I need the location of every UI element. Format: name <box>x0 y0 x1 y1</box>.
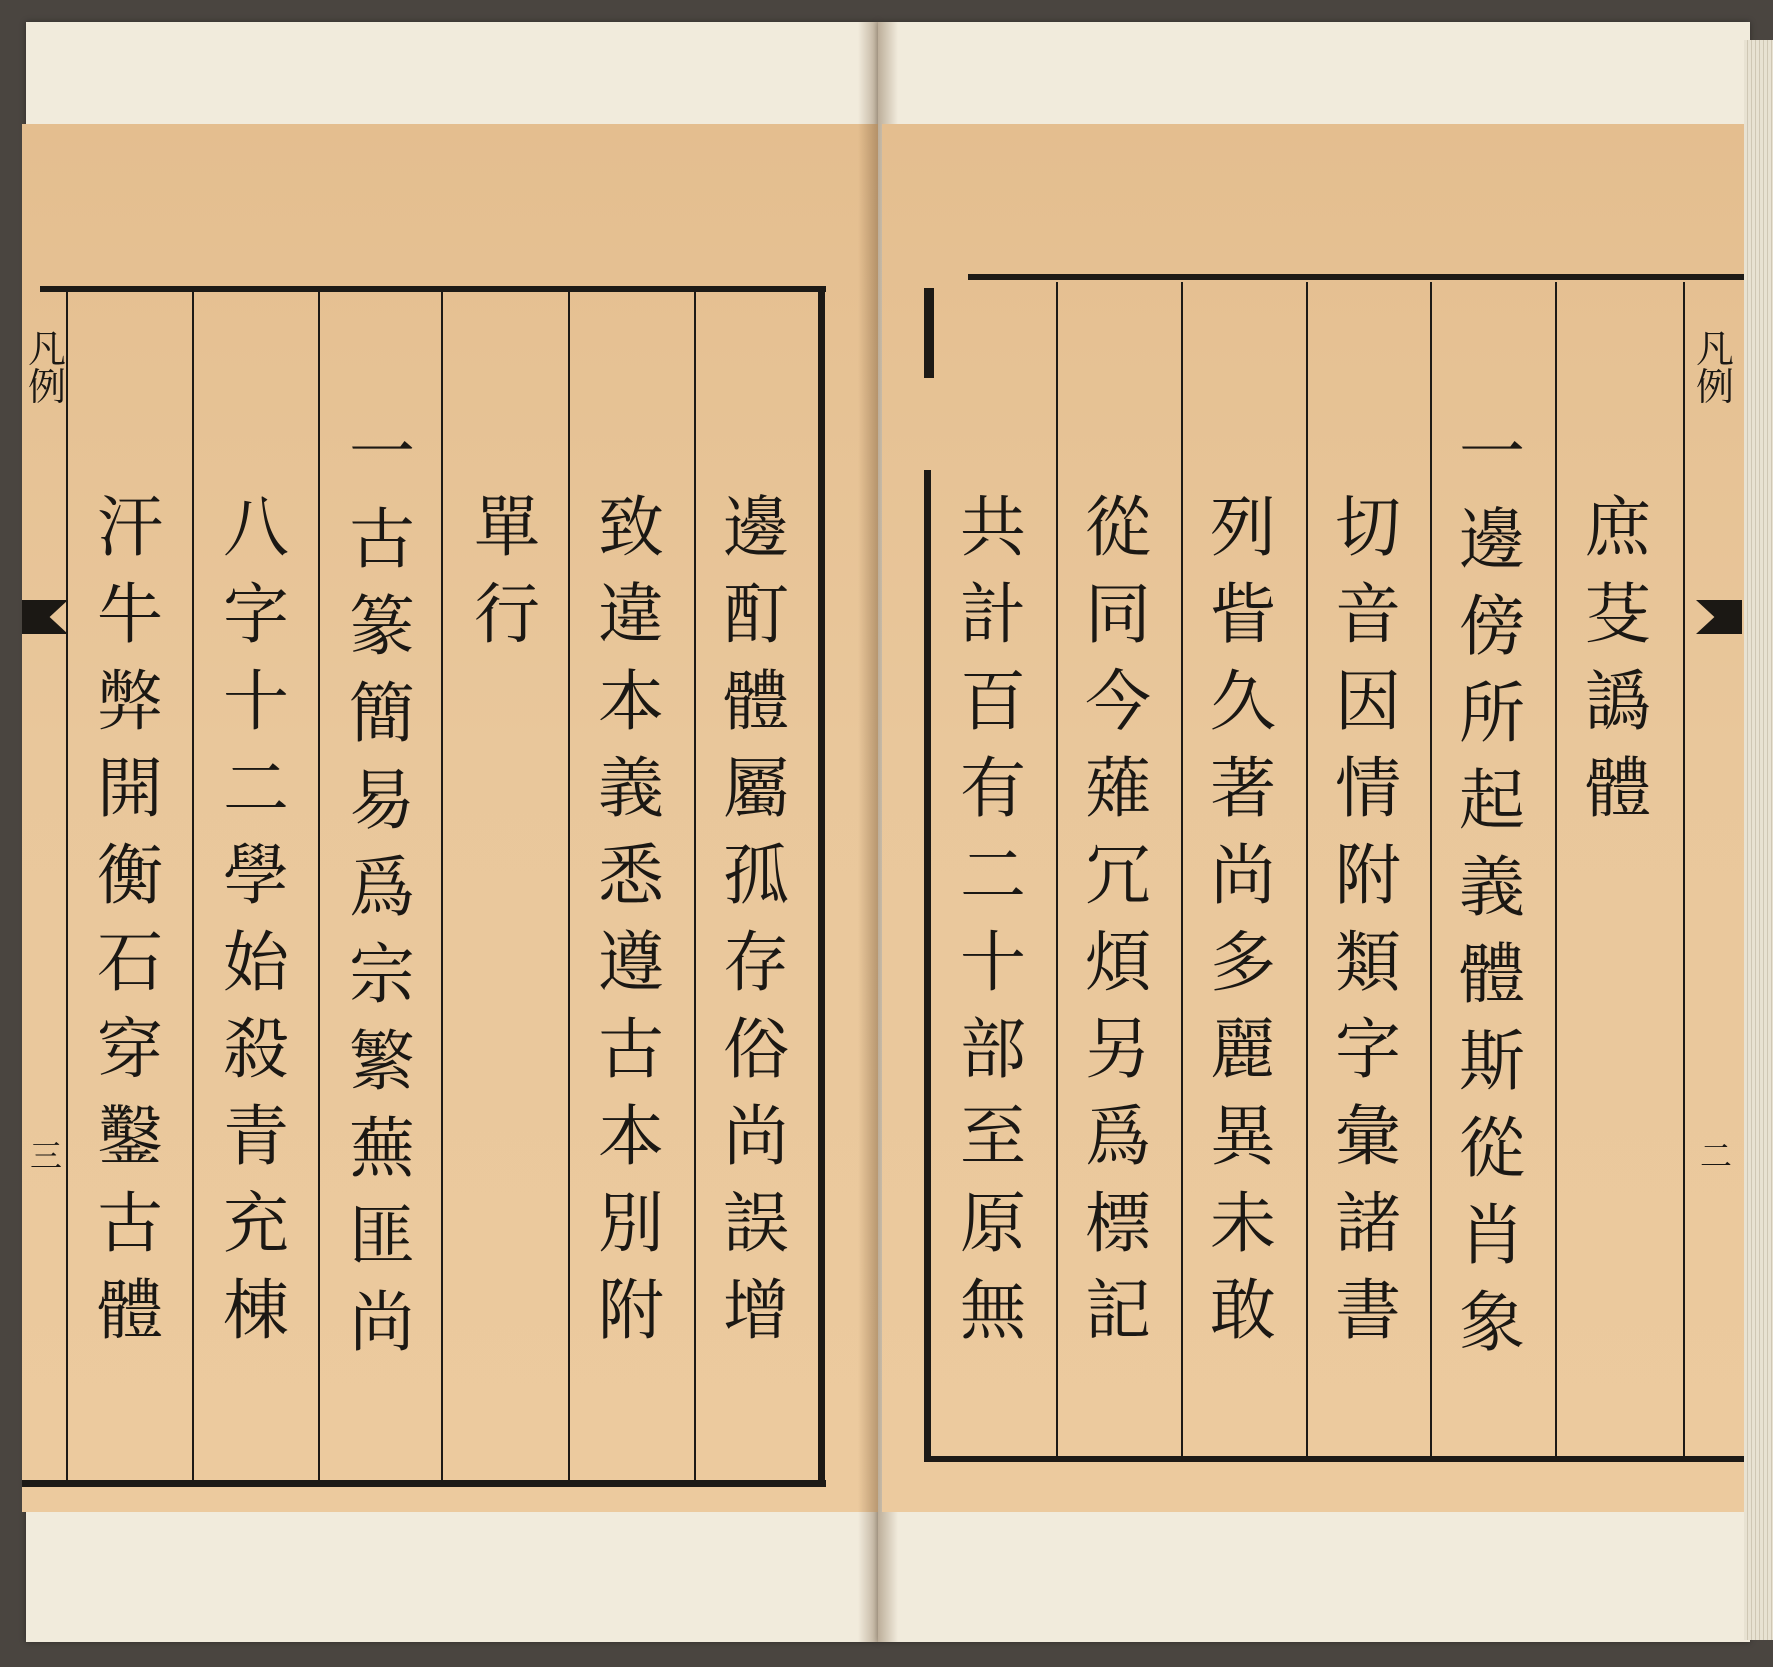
column-character: 鑿 <box>97 1098 163 1175</box>
column-character: 因 <box>1335 663 1401 740</box>
column-character: 邊 <box>723 489 789 566</box>
right-column-divider <box>1056 282 1058 1458</box>
column-character: 一 <box>1459 414 1525 491</box>
text-column <box>1068 489 1168 1365</box>
left-folio-number: 三 <box>29 1137 62 1175</box>
column-character: 薙 <box>1085 750 1151 827</box>
column-character: 從 <box>1085 489 1151 566</box>
column-character: 石 <box>97 924 163 1001</box>
column-character: 衡 <box>97 837 163 914</box>
column-character: 情 <box>1335 750 1401 827</box>
right-frame-stub <box>924 288 934 378</box>
right-margin-title-text: 凡例 <box>1696 327 1735 409</box>
column-character: 記 <box>1085 1272 1151 1349</box>
column-character: 尚 <box>723 1098 789 1175</box>
column-character: 匪 <box>349 1197 415 1274</box>
column-character: 存 <box>723 924 789 1001</box>
column-character: 繁 <box>349 1023 415 1100</box>
column-character: 八 <box>223 489 289 566</box>
column-character: 另 <box>1085 1011 1151 1088</box>
column-character: 爲 <box>1085 1098 1151 1175</box>
left-frame-right <box>818 286 825 1486</box>
column-character: 邊 <box>1459 501 1525 578</box>
column-character: 原 <box>960 1185 1026 1262</box>
column-character: 十 <box>223 663 289 740</box>
column-character: 別 <box>598 1185 664 1262</box>
column-character: 多 <box>1210 924 1276 1001</box>
column-character: 至 <box>960 1098 1026 1175</box>
right-column-divider <box>1181 282 1183 1458</box>
text-column <box>943 489 1043 1365</box>
column-character: 庶 <box>1585 489 1651 566</box>
text-column <box>1318 489 1418 1365</box>
column-character: 今 <box>1085 663 1151 740</box>
column-character: 譌 <box>1585 663 1651 740</box>
column-character: 增 <box>723 1272 789 1349</box>
column-character: 行 <box>474 576 540 653</box>
right-margin-title <box>1696 327 1736 409</box>
column-character: 蕪 <box>349 1110 415 1187</box>
column-character: 有 <box>960 750 1026 827</box>
right-folio-number: 二 <box>1699 1137 1732 1175</box>
column-character: 牛 <box>97 576 163 653</box>
column-character: 致 <box>598 489 664 566</box>
column-character: 附 <box>598 1272 664 1349</box>
text-column <box>1568 489 1668 843</box>
column-character: 肖 <box>1459 1197 1525 1274</box>
left-column-divider <box>694 292 696 1480</box>
column-character: 二 <box>960 837 1026 914</box>
column-character: 久 <box>1210 663 1276 740</box>
right-column-divider <box>1430 282 1432 1458</box>
text-column <box>581 489 681 1365</box>
column-character: 二 <box>223 750 289 827</box>
left-column-divider <box>192 292 194 1480</box>
column-character: 冗 <box>1085 837 1151 914</box>
column-character: 眥 <box>1210 576 1276 653</box>
column-character: 所 <box>1459 675 1525 752</box>
column-character: 本 <box>598 663 664 740</box>
column-character: 傍 <box>1459 588 1525 665</box>
column-character: 易 <box>349 762 415 839</box>
text-column <box>1442 414 1542 1377</box>
column-character: 篆 <box>349 588 415 665</box>
left-column-divider <box>66 292 68 1480</box>
column-character: 諸 <box>1335 1185 1401 1262</box>
column-character: 未 <box>1210 1185 1276 1262</box>
column-character: 字 <box>223 576 289 653</box>
right-column-divider <box>1683 282 1685 1458</box>
column-character: 同 <box>1085 576 1151 653</box>
column-character: 列 <box>1210 489 1276 566</box>
left-margin-title <box>28 327 68 409</box>
column-character: 穿 <box>97 1011 163 1088</box>
column-character: 汗 <box>97 489 163 566</box>
column-character: 音 <box>1335 576 1401 653</box>
column-character: 弊 <box>97 663 163 740</box>
column-character: 開 <box>97 750 163 827</box>
column-character: 爲 <box>349 849 415 926</box>
column-character: 義 <box>1459 849 1525 926</box>
column-character: 俗 <box>723 1011 789 1088</box>
column-character: 義 <box>598 750 664 827</box>
column-character: 麗 <box>1210 1011 1276 1088</box>
column-character: 古 <box>598 1011 664 1088</box>
column-character: 體 <box>723 663 789 740</box>
column-character: 違 <box>598 576 664 653</box>
column-character: 字 <box>1335 1011 1401 1088</box>
column-character: 類 <box>1335 924 1401 1001</box>
column-character: 標 <box>1085 1185 1151 1262</box>
column-character: 悉 <box>598 837 664 914</box>
column-character: 斯 <box>1459 1023 1525 1100</box>
left-column-divider <box>568 292 570 1480</box>
column-character: 煩 <box>1085 924 1151 1001</box>
column-character: 遵 <box>598 924 664 1001</box>
column-character: 古 <box>97 1185 163 1262</box>
column-character: 敢 <box>1210 1272 1276 1349</box>
column-character: 酊 <box>723 576 789 653</box>
column-character: 彙 <box>1335 1098 1401 1175</box>
page-edges <box>1744 40 1773 1640</box>
text-column <box>332 414 432 1377</box>
column-character: 尚 <box>349 1284 415 1361</box>
column-character: 切 <box>1335 489 1401 566</box>
left-frame-top <box>40 286 826 292</box>
right-column-divider <box>1555 282 1557 1458</box>
column-character: 部 <box>960 1011 1026 1088</box>
text-column <box>80 489 180 1365</box>
column-character: 異 <box>1210 1098 1276 1175</box>
column-character: 青 <box>223 1098 289 1175</box>
column-character: 殺 <box>223 1011 289 1088</box>
column-character: 古 <box>349 501 415 578</box>
column-character: 體 <box>1585 750 1651 827</box>
left-margin-title-text: 凡例 <box>28 327 67 409</box>
column-character: 誤 <box>723 1185 789 1262</box>
column-character: 從 <box>1459 1110 1525 1187</box>
column-character: 屬 <box>723 750 789 827</box>
column-character: 本 <box>598 1098 664 1175</box>
column-character: 一 <box>349 414 415 491</box>
column-character: 芟 <box>1585 576 1651 653</box>
column-character: 無 <box>960 1272 1026 1349</box>
left-column-divider <box>318 292 320 1480</box>
text-column <box>1193 489 1293 1365</box>
text-column <box>457 489 557 669</box>
column-character: 共 <box>960 489 1026 566</box>
column-character: 簡 <box>349 675 415 752</box>
column-character: 充 <box>223 1185 289 1262</box>
column-character: 著 <box>1210 750 1276 827</box>
column-character: 附 <box>1335 837 1401 914</box>
right-frame-bottom <box>926 1456 1744 1462</box>
right-column-divider <box>1306 282 1308 1458</box>
column-character: 百 <box>960 663 1026 740</box>
text-column <box>206 489 306 1365</box>
column-character: 始 <box>223 924 289 1001</box>
column-character: 宗 <box>349 936 415 1013</box>
column-character: 象 <box>1459 1284 1525 1361</box>
column-character: 單 <box>474 489 540 566</box>
column-character: 計 <box>960 576 1026 653</box>
column-character: 十 <box>960 924 1026 1001</box>
column-character: 體 <box>1459 936 1525 1013</box>
column-character: 書 <box>1335 1272 1401 1349</box>
left-frame-bottom <box>22 1480 826 1487</box>
left-column-divider <box>441 292 443 1480</box>
column-character: 尚 <box>1210 837 1276 914</box>
column-character: 起 <box>1459 762 1525 839</box>
right-frame-top <box>968 274 1744 280</box>
text-column <box>706 489 806 1365</box>
right-frame-left <box>924 470 931 1462</box>
column-character: 棟 <box>223 1272 289 1349</box>
column-character: 學 <box>223 837 289 914</box>
column-character: 孤 <box>723 837 789 914</box>
column-character: 體 <box>97 1272 163 1349</box>
